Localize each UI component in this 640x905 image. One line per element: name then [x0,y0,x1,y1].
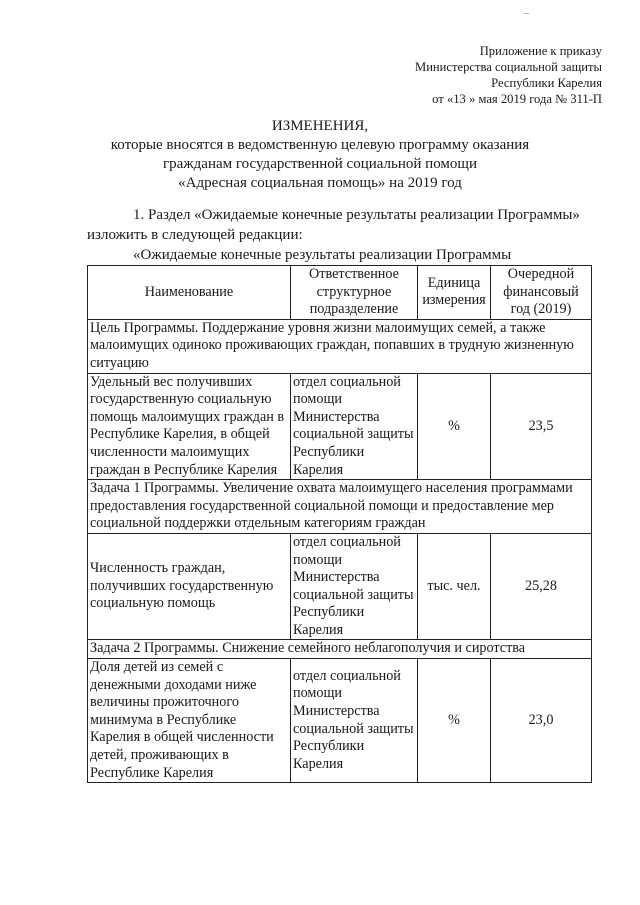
results-table [87,265,592,783]
table-row-task-1 [88,480,592,534]
title-line-2: которые вносятся в ведомственную целевую программу оказания [110,137,530,153]
table-row-goal [88,319,592,373]
row1-name: Удельный вес получивших государственную социальную помощь малоимущих граждан в Республике Карелия, в общей численности малоимущих граждан в Республике Карелия [88,373,291,480]
row3-unit: % [418,659,491,783]
table-row [88,373,592,480]
item-1-line-1: 1. Раздел «Ожидаемые конечные результаты реализации Программы» [133,207,580,223]
row2-value: 25,28 [491,533,592,640]
table-row-task-2 [88,640,592,659]
row3-dept: отдел социальной помощи Министерства социальной защиты Республики Карелия [291,659,418,783]
row1-unit: % [418,373,491,480]
appendix-header [415,43,602,107]
title-heading: ИЗМЕНЕНИЯ, [271,118,369,134]
header-dept: Ответственное структурное подразделение [291,266,418,320]
appendix-line-2: Министерства социальной защиты [415,60,602,74]
quote-heading: «Ожидаемые конечные результаты реализации Программы [133,247,512,263]
row1-value: 23,5 [491,373,592,480]
goal-cell: Цель Программы. Поддержание уровня жизни малоимущих семей, а также малоимущих одиноко проживающих граждан, попавших в трудную жизненную ситуацию [88,319,592,373]
item-1-line-2: изложить в следующей редакции: [87,227,303,243]
table-row [88,659,592,783]
header-name: Наименование [88,266,291,320]
title-line-3: гражданам государственной социальной помощи [163,156,477,172]
header-year: Очередной финансовый год (2019) [491,266,592,320]
table-header-row [88,266,592,320]
row2-unit: тыс. чел. [418,533,491,640]
header-unit: Единица измерения [418,266,491,320]
row2-dept: отдел социальной помощи Министерства социальной защиты Республики Карелия [291,533,418,640]
row3-name: Доля детей из семей с денежными доходами ниже величины прожиточного минимума в Республике Карелия в общей численности детей, проживающих в Республике Карелия [88,659,291,783]
title-line-4: «Адресная социальная помощь» на 2019 год [178,175,462,191]
task1-cell: Задача 1 Программы. Увеличение охвата малоимущего населения программами предоставления государственной социальной помощи и предоставление мер социальной поддержки отдельным категориям граждан [88,480,592,534]
row3-value: 23,0 [491,659,592,783]
row1-dept: отдел социальной помощи Министерства социальной защиты Республики Карелия [291,373,418,480]
task2-cell: Задача 2 Программы. Снижение семейного неблагополучия и сиротства [88,640,592,659]
appendix-line-3: Республики Карелия [491,76,602,90]
scan-mark: – [524,8,529,19]
appendix-line-4: от «13 » мая 2019 года № 311-П [432,92,602,106]
table-row [88,533,592,640]
appendix-line-1: Приложение к приказу [479,44,602,58]
row2-name: Численность граждан, получивших государственную социальную помощь [88,533,291,640]
